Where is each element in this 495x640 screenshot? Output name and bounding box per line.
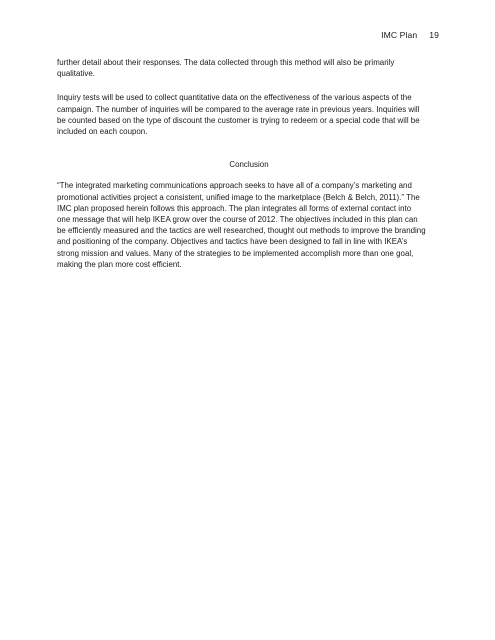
paragraph-inquiry-tests: Inquiry tests will be used to collect quantitative data on the effectiveness of the various aspects of the campaign. The number of inquiries will be compared to the average rate in previous years. Inquiries will be counted based on the type of discount the customer is trying to redeem or a special code that will be included on each coupon.	[57, 93, 420, 137]
body-text	[57, 57, 441, 270]
paragraph-continuation: further detail about their responses. The data collected through this method will also be primarily qualitative.	[57, 58, 395, 79]
document-title: IMC Plan	[381, 30, 418, 40]
running-head	[381, 30, 439, 40]
paragraph-conclusion: “The integrated marketing communications approach seeks to have all of a company’s marketing and promotional activities project a consistent, unified image to the marketplace (Belch & Belch, 2011).” The IMC plan proposed herein follows this approach. The plan integrates all forms of external contact into one message that will help IKEA grow over the course of 2012. The objectives included in this plan can be efficiently measured and the tactics are well researched, thought out methods to improve the branding and positioning of the company. Objectives and tactics have been designed to fall in line with IKEA’s strong mission and values. Many of the strategies to be implemented accomplish more than one goal, making the plan more cost efficient.	[57, 181, 426, 269]
section-heading-conclusion: Conclusion	[229, 160, 269, 170]
page-number: 19	[429, 30, 439, 40]
